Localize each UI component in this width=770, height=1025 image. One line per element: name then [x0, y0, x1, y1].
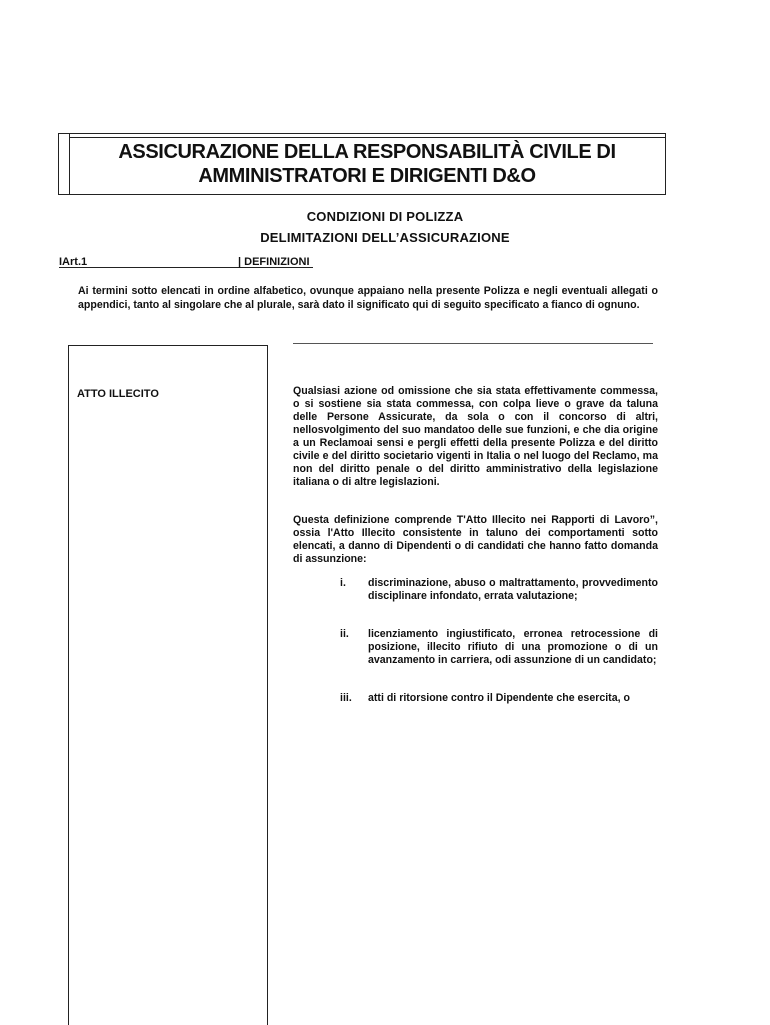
document-title — [79, 140, 655, 188]
list-item-number: ii. — [340, 628, 349, 640]
list-item-number: iii. — [340, 692, 352, 704]
term-column-box — [68, 345, 268, 1025]
list-item-number: i. — [340, 577, 346, 589]
title-box — [58, 133, 666, 195]
document-title-line1: ASSICURAZIONE DELLA RESPONSABILITÀ CIVILE DI — [118, 141, 616, 163]
list-item-text: atti di ritorsione contro il Dipendente che esercita, o — [368, 692, 630, 704]
subheading-conditions: CONDIZIONI DI POLIZZA — [306, 209, 464, 224]
list-item-text: licenziamento ingiustificato, erronea retrocessione di posizione, illecito rifiuto di una promozione o di un avanzamento in carriera, odi assunzione di un candidato; — [368, 628, 658, 666]
subheading-delimitations: DELIMITAZIONI DELL’ASSICURAZIONE — [260, 230, 510, 245]
definition-term: ATTO ILLECITO — [77, 388, 159, 400]
article-title: | DEFINIZIONI — [238, 256, 310, 268]
title-box-inner-border — [69, 134, 70, 194]
definition-paragraph-1: Qualsiasi azione od omissione che sia stata effettivamente commessa, o si sostiene sia stata commessa, con colpa lieve o grave da taluna delle Persone Assicurate, da sola o con il concorso di altri, nellosvolgimento del suo mandatoo delle sue funzioni, e che dia origine a un Reclamoai sensi e pergli effetti della presente Polizza e del diritto civile e del diritto societario vigenti in Italia o nel luogo del Reclamo, ma non del diritto penale o del diritto amministrativo della legislazione italiana o di altre legislazioni. — [293, 385, 658, 488]
separator-line — [293, 343, 653, 344]
title-box-top-border — [69, 137, 665, 138]
document-title-line2: AMMINISTRATORI E DIRIGENTI D&O — [198, 165, 536, 187]
article-number: IArt.1 — [59, 256, 88, 268]
intro-paragraph: Ai termini sotto elencati in ordine alfabetico, ovunque appaiano nella presente Polizza e negli eventuali allegati o appendici, tanto al singolare che al plurale, sarà dato il significato qui di seguito specificato a fianco di ognuno. — [78, 285, 658, 311]
list-item-text: discriminazione, abuso o maltrattamento, provvedimento disciplinare infondato, errata valutazione; — [368, 577, 658, 602]
definition-paragraph-2: Questa definizione comprende T'Atto Illecito nei Rapporti di Lavoro”, ossia l'Atto Illecito consistente in taluno dei comportamenti sotto elencati, a danno di Dipendenti o di candidati che hanno fatto domanda di assunzione: — [293, 514, 658, 565]
